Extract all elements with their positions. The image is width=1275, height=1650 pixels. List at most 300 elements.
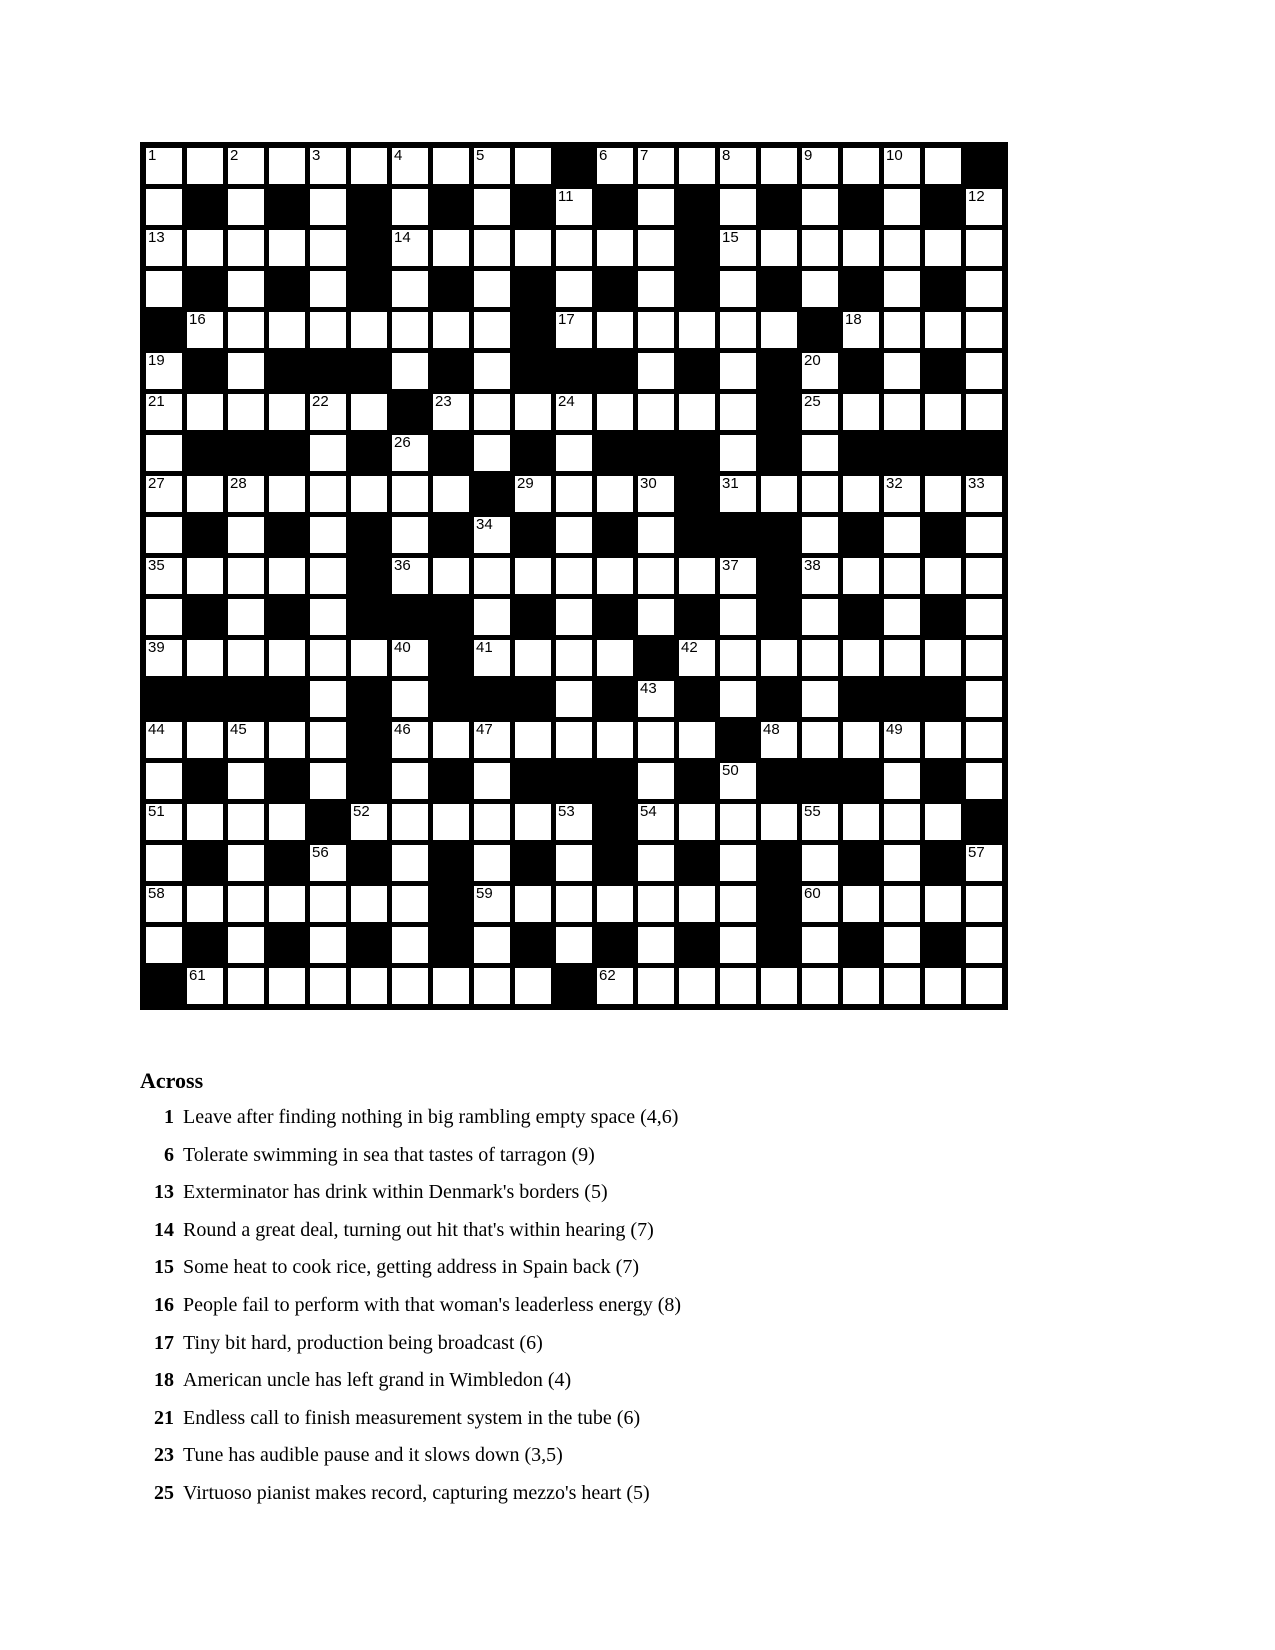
grid-cell[interactable] <box>474 640 510 676</box>
grid-cell[interactable] <box>310 271 346 307</box>
grid-cell[interactable] <box>392 722 428 758</box>
grid-cell[interactable] <box>925 148 961 184</box>
grid-cell[interactable] <box>925 312 961 348</box>
grid-cell[interactable] <box>802 148 838 184</box>
grid-cell[interactable] <box>966 640 1002 676</box>
grid-cell[interactable] <box>843 804 879 840</box>
grid-cell[interactable] <box>966 353 1002 389</box>
grid-cell[interactable] <box>310 312 346 348</box>
grid-cell[interactable] <box>966 722 1002 758</box>
grid-cell[interactable] <box>146 763 182 799</box>
grid-cell[interactable] <box>474 394 510 430</box>
grid-cell[interactable] <box>843 558 879 594</box>
grid-cell[interactable] <box>884 271 920 307</box>
grid-cell[interactable] <box>597 148 633 184</box>
grid-cell[interactable] <box>310 230 346 266</box>
grid-cell[interactable] <box>556 558 592 594</box>
grid-cell[interactable] <box>843 230 879 266</box>
grid-cell[interactable] <box>720 476 756 512</box>
grid-cell[interactable] <box>146 722 182 758</box>
grid-cell[interactable] <box>720 763 756 799</box>
grid-cell[interactable] <box>146 517 182 553</box>
grid-cell[interactable] <box>392 804 428 840</box>
grid-cell[interactable] <box>843 968 879 1004</box>
grid-cell[interactable] <box>638 517 674 553</box>
grid-cell[interactable] <box>925 476 961 512</box>
grid-cell[interactable] <box>884 968 920 1004</box>
grid-cell[interactable] <box>802 189 838 225</box>
grid-cell[interactable] <box>146 640 182 676</box>
grid-cell[interactable] <box>146 886 182 922</box>
grid-cell[interactable] <box>515 148 551 184</box>
grid-cell[interactable] <box>720 599 756 635</box>
grid-cell[interactable] <box>515 886 551 922</box>
grid-cell[interactable] <box>966 763 1002 799</box>
grid-cell[interactable] <box>269 394 305 430</box>
grid-cell[interactable] <box>966 230 1002 266</box>
grid-cell[interactable] <box>392 968 428 1004</box>
grid-cell[interactable] <box>638 804 674 840</box>
grid-cell[interactable] <box>146 599 182 635</box>
grid-cell[interactable] <box>310 763 346 799</box>
grid-cell[interactable] <box>269 476 305 512</box>
grid-cell[interactable] <box>228 804 264 840</box>
grid-cell[interactable] <box>310 845 346 881</box>
grid-cell[interactable] <box>269 148 305 184</box>
grid-cell[interactable] <box>966 845 1002 881</box>
grid-cell[interactable] <box>720 435 756 471</box>
grid-cell[interactable] <box>966 476 1002 512</box>
grid-cell[interactable] <box>474 312 510 348</box>
grid-cell[interactable] <box>843 722 879 758</box>
grid-cell[interactable] <box>638 681 674 717</box>
grid-cell[interactable] <box>146 558 182 594</box>
grid-cell[interactable] <box>392 353 428 389</box>
grid-cell[interactable] <box>310 435 346 471</box>
grid-cell[interactable] <box>720 558 756 594</box>
grid-cell[interactable] <box>843 148 879 184</box>
grid-cell[interactable] <box>884 476 920 512</box>
grid-cell[interactable] <box>146 804 182 840</box>
grid-cell[interactable] <box>351 476 387 512</box>
grid-cell[interactable] <box>474 271 510 307</box>
grid-cell[interactable] <box>556 230 592 266</box>
grid-cell[interactable] <box>761 804 797 840</box>
grid-cell[interactable] <box>392 189 428 225</box>
grid-cell[interactable] <box>556 804 592 840</box>
grid-cell[interactable] <box>187 148 223 184</box>
grid-cell[interactable] <box>310 476 346 512</box>
grid-cell[interactable] <box>679 886 715 922</box>
grid-cell[interactable] <box>474 230 510 266</box>
grid-cell[interactable] <box>884 558 920 594</box>
grid-cell[interactable] <box>474 927 510 963</box>
grid-cell[interactable] <box>433 148 469 184</box>
grid-cell[interactable] <box>802 722 838 758</box>
grid-cell[interactable] <box>884 927 920 963</box>
grid-cell[interactable] <box>720 640 756 676</box>
grid-cell[interactable] <box>474 599 510 635</box>
grid-cell[interactable] <box>146 230 182 266</box>
grid-cell[interactable] <box>433 394 469 430</box>
grid-cell[interactable] <box>638 722 674 758</box>
grid-cell[interactable] <box>228 927 264 963</box>
grid-cell[interactable] <box>392 148 428 184</box>
grid-cell[interactable] <box>392 681 428 717</box>
grid-cell[interactable] <box>310 517 346 553</box>
grid-cell[interactable] <box>556 845 592 881</box>
grid-cell[interactable] <box>269 558 305 594</box>
grid-cell[interactable] <box>228 599 264 635</box>
grid-cell[interactable] <box>802 435 838 471</box>
grid-cell[interactable] <box>146 353 182 389</box>
grid-cell[interactable] <box>392 763 428 799</box>
grid-cell[interactable] <box>925 886 961 922</box>
grid-cell[interactable] <box>392 312 428 348</box>
grid-cell[interactable] <box>433 804 469 840</box>
grid-cell[interactable] <box>269 804 305 840</box>
grid-cell[interactable] <box>310 189 346 225</box>
grid-cell[interactable] <box>638 763 674 799</box>
grid-cell[interactable] <box>884 845 920 881</box>
grid-cell[interactable] <box>884 763 920 799</box>
grid-cell[interactable] <box>679 968 715 1004</box>
grid-cell[interactable] <box>310 640 346 676</box>
grid-cell[interactable] <box>310 558 346 594</box>
grid-cell[interactable] <box>187 968 223 1004</box>
grid-cell[interactable] <box>474 517 510 553</box>
grid-cell[interactable] <box>269 640 305 676</box>
grid-cell[interactable] <box>884 230 920 266</box>
grid-cell[interactable] <box>597 968 633 1004</box>
grid-cell[interactable] <box>228 722 264 758</box>
grid-cell[interactable] <box>392 517 428 553</box>
grid-cell[interactable] <box>679 804 715 840</box>
grid-cell[interactable] <box>556 394 592 430</box>
grid-cell[interactable] <box>556 681 592 717</box>
grid-cell[interactable] <box>597 722 633 758</box>
grid-cell[interactable] <box>228 394 264 430</box>
grid-cell[interactable] <box>433 312 469 348</box>
grid-cell[interactable] <box>925 804 961 840</box>
grid-cell[interactable] <box>679 640 715 676</box>
grid-cell[interactable] <box>556 927 592 963</box>
grid-cell[interactable] <box>310 927 346 963</box>
grid-cell[interactable] <box>269 968 305 1004</box>
grid-cell[interactable] <box>802 886 838 922</box>
grid-cell[interactable] <box>310 722 346 758</box>
grid-cell[interactable] <box>802 558 838 594</box>
grid-cell[interactable] <box>638 189 674 225</box>
grid-cell[interactable] <box>146 271 182 307</box>
grid-cell[interactable] <box>884 804 920 840</box>
grid-cell[interactable] <box>884 189 920 225</box>
grid-cell[interactable] <box>966 886 1002 922</box>
grid-cell[interactable] <box>474 435 510 471</box>
grid-cell[interactable] <box>187 394 223 430</box>
grid-cell[interactable] <box>720 189 756 225</box>
grid-cell[interactable] <box>228 763 264 799</box>
grid-cell[interactable] <box>597 640 633 676</box>
grid-cell[interactable] <box>802 394 838 430</box>
grid-cell[interactable] <box>638 353 674 389</box>
grid-cell[interactable] <box>392 927 428 963</box>
grid-cell[interactable] <box>351 804 387 840</box>
grid-cell[interactable] <box>556 722 592 758</box>
grid-cell[interactable] <box>515 722 551 758</box>
grid-cell[interactable] <box>474 722 510 758</box>
grid-cell[interactable] <box>720 394 756 430</box>
grid-cell[interactable] <box>187 476 223 512</box>
grid-cell[interactable] <box>146 845 182 881</box>
grid-cell[interactable] <box>433 722 469 758</box>
grid-cell[interactable] <box>146 476 182 512</box>
grid-cell[interactable] <box>761 640 797 676</box>
grid-cell[interactable] <box>679 394 715 430</box>
grid-cell[interactable] <box>474 968 510 1004</box>
grid-cell[interactable] <box>392 886 428 922</box>
grid-cell[interactable] <box>146 927 182 963</box>
grid-cell[interactable] <box>884 599 920 635</box>
grid-cell[interactable] <box>966 968 1002 1004</box>
grid-cell[interactable] <box>433 968 469 1004</box>
grid-cell[interactable] <box>228 230 264 266</box>
grid-cell[interactable] <box>433 476 469 512</box>
grid-cell[interactable] <box>187 312 223 348</box>
grid-cell[interactable] <box>638 148 674 184</box>
grid-cell[interactable] <box>515 640 551 676</box>
grid-cell[interactable] <box>966 681 1002 717</box>
grid-cell[interactable] <box>679 312 715 348</box>
grid-cell[interactable] <box>679 722 715 758</box>
grid-cell[interactable] <box>556 271 592 307</box>
grid-cell[interactable] <box>433 558 469 594</box>
grid-cell[interactable] <box>556 312 592 348</box>
grid-cell[interactable] <box>884 148 920 184</box>
grid-cell[interactable] <box>597 312 633 348</box>
grid-cell[interactable] <box>146 189 182 225</box>
grid-cell[interactable] <box>925 640 961 676</box>
grid-cell[interactable] <box>269 312 305 348</box>
grid-cell[interactable] <box>925 558 961 594</box>
grid-cell[interactable] <box>884 353 920 389</box>
grid-cell[interactable] <box>802 927 838 963</box>
grid-cell[interactable] <box>392 435 428 471</box>
grid-cell[interactable] <box>556 435 592 471</box>
grid-cell[interactable] <box>925 968 961 1004</box>
grid-cell[interactable] <box>761 230 797 266</box>
grid-cell[interactable] <box>966 517 1002 553</box>
grid-cell[interactable] <box>966 189 1002 225</box>
grid-cell[interactable] <box>515 394 551 430</box>
grid-cell[interactable] <box>802 476 838 512</box>
grid-cell[interactable] <box>802 845 838 881</box>
grid-cell[interactable] <box>228 845 264 881</box>
grid-cell[interactable] <box>720 148 756 184</box>
grid-cell[interactable] <box>884 394 920 430</box>
grid-cell[interactable] <box>146 435 182 471</box>
grid-cell[interactable] <box>392 271 428 307</box>
grid-cell[interactable] <box>228 558 264 594</box>
grid-cell[interactable] <box>802 804 838 840</box>
grid-cell[interactable] <box>966 599 1002 635</box>
grid-cell[interactable] <box>638 968 674 1004</box>
grid-cell[interactable] <box>310 681 346 717</box>
grid-cell[interactable] <box>146 148 182 184</box>
grid-cell[interactable] <box>556 476 592 512</box>
grid-cell[interactable] <box>228 476 264 512</box>
grid-cell[interactable] <box>474 886 510 922</box>
grid-cell[interactable] <box>720 353 756 389</box>
grid-cell[interactable] <box>761 312 797 348</box>
grid-cell[interactable] <box>884 640 920 676</box>
grid-cell[interactable] <box>310 394 346 430</box>
grid-cell[interactable] <box>802 968 838 1004</box>
grid-cell[interactable] <box>228 886 264 922</box>
grid-cell[interactable] <box>925 722 961 758</box>
grid-cell[interactable] <box>966 927 1002 963</box>
grid-cell[interactable] <box>515 968 551 1004</box>
grid-cell[interactable] <box>720 681 756 717</box>
grid-cell[interactable] <box>802 353 838 389</box>
grid-cell[interactable] <box>351 394 387 430</box>
grid-cell[interactable] <box>228 968 264 1004</box>
grid-cell[interactable] <box>433 230 469 266</box>
grid-cell[interactable] <box>884 312 920 348</box>
grid-cell[interactable] <box>966 271 1002 307</box>
grid-cell[interactable] <box>884 517 920 553</box>
grid-cell[interactable] <box>310 968 346 1004</box>
grid-cell[interactable] <box>761 968 797 1004</box>
grid-cell[interactable] <box>269 722 305 758</box>
grid-cell[interactable] <box>802 640 838 676</box>
grid-cell[interactable] <box>187 722 223 758</box>
grid-cell[interactable] <box>843 312 879 348</box>
grid-cell[interactable] <box>638 476 674 512</box>
grid-cell[interactable] <box>310 148 346 184</box>
grid-cell[interactable] <box>351 640 387 676</box>
grid-cell[interactable] <box>392 845 428 881</box>
grid-cell[interactable] <box>351 968 387 1004</box>
grid-cell[interactable] <box>228 312 264 348</box>
grid-cell[interactable] <box>556 886 592 922</box>
grid-cell[interactable] <box>720 804 756 840</box>
grid-cell[interactable] <box>638 394 674 430</box>
grid-cell[interactable] <box>720 230 756 266</box>
grid-cell[interactable] <box>679 148 715 184</box>
grid-cell[interactable] <box>269 886 305 922</box>
grid-cell[interactable] <box>351 886 387 922</box>
grid-cell[interactable] <box>925 230 961 266</box>
grid-cell[interactable] <box>802 517 838 553</box>
grid-cell[interactable] <box>269 230 305 266</box>
grid-cell[interactable] <box>146 394 182 430</box>
grid-cell[interactable] <box>638 927 674 963</box>
grid-cell[interactable] <box>310 886 346 922</box>
grid-cell[interactable] <box>351 148 387 184</box>
grid-cell[interactable] <box>392 476 428 512</box>
grid-cell[interactable] <box>802 230 838 266</box>
grid-cell[interactable] <box>228 271 264 307</box>
grid-cell[interactable] <box>515 558 551 594</box>
grid-cell[interactable] <box>597 558 633 594</box>
grid-cell[interactable] <box>638 845 674 881</box>
grid-cell[interactable] <box>228 189 264 225</box>
grid-cell[interactable] <box>187 558 223 594</box>
grid-cell[interactable] <box>515 230 551 266</box>
grid-cell[interactable] <box>966 394 1002 430</box>
grid-cell[interactable] <box>228 148 264 184</box>
grid-cell[interactable] <box>720 886 756 922</box>
grid-cell[interactable] <box>925 394 961 430</box>
grid-cell[interactable] <box>843 394 879 430</box>
grid-cell[interactable] <box>392 558 428 594</box>
grid-cell[interactable] <box>310 599 346 635</box>
grid-cell[interactable] <box>720 845 756 881</box>
grid-cell[interactable] <box>556 189 592 225</box>
grid-cell[interactable] <box>761 722 797 758</box>
grid-cell[interactable] <box>597 886 633 922</box>
grid-cell[interactable] <box>474 845 510 881</box>
grid-cell[interactable] <box>597 230 633 266</box>
grid-cell[interactable] <box>761 148 797 184</box>
grid-cell[interactable] <box>638 271 674 307</box>
grid-cell[interactable] <box>720 927 756 963</box>
grid-cell[interactable] <box>720 271 756 307</box>
grid-cell[interactable] <box>351 312 387 348</box>
grid-cell[interactable] <box>228 517 264 553</box>
grid-cell[interactable] <box>392 230 428 266</box>
grid-cell[interactable] <box>597 394 633 430</box>
grid-cell[interactable] <box>638 886 674 922</box>
grid-cell[interactable] <box>638 599 674 635</box>
grid-cell[interactable] <box>474 804 510 840</box>
grid-cell[interactable] <box>638 558 674 594</box>
grid-cell[interactable] <box>638 312 674 348</box>
grid-cell[interactable] <box>679 558 715 594</box>
grid-cell[interactable] <box>392 640 428 676</box>
grid-cell[interactable] <box>474 353 510 389</box>
grid-cell[interactable] <box>802 599 838 635</box>
grid-cell[interactable] <box>884 886 920 922</box>
grid-cell[interactable] <box>474 763 510 799</box>
grid-cell[interactable] <box>474 148 510 184</box>
grid-cell[interactable] <box>187 886 223 922</box>
grid-cell[interactable] <box>474 558 510 594</box>
grid-cell[interactable] <box>556 640 592 676</box>
grid-cell[interactable] <box>720 312 756 348</box>
grid-cell[interactable] <box>802 271 838 307</box>
grid-cell[interactable] <box>843 476 879 512</box>
grid-cell[interactable] <box>597 476 633 512</box>
grid-cell[interactable] <box>843 886 879 922</box>
grid-cell[interactable] <box>187 804 223 840</box>
grid-cell[interactable] <box>187 640 223 676</box>
grid-cell[interactable] <box>761 476 797 512</box>
grid-cell[interactable] <box>966 312 1002 348</box>
grid-cell[interactable] <box>228 640 264 676</box>
grid-cell[interactable] <box>228 353 264 389</box>
grid-cell[interactable] <box>474 189 510 225</box>
grid-cell[interactable] <box>966 558 1002 594</box>
grid-cell[interactable] <box>515 476 551 512</box>
grid-cell[interactable] <box>638 230 674 266</box>
grid-cell[interactable] <box>515 804 551 840</box>
grid-cell[interactable] <box>884 722 920 758</box>
grid-cell[interactable] <box>556 517 592 553</box>
grid-cell[interactable] <box>720 968 756 1004</box>
grid-cell[interactable] <box>843 640 879 676</box>
